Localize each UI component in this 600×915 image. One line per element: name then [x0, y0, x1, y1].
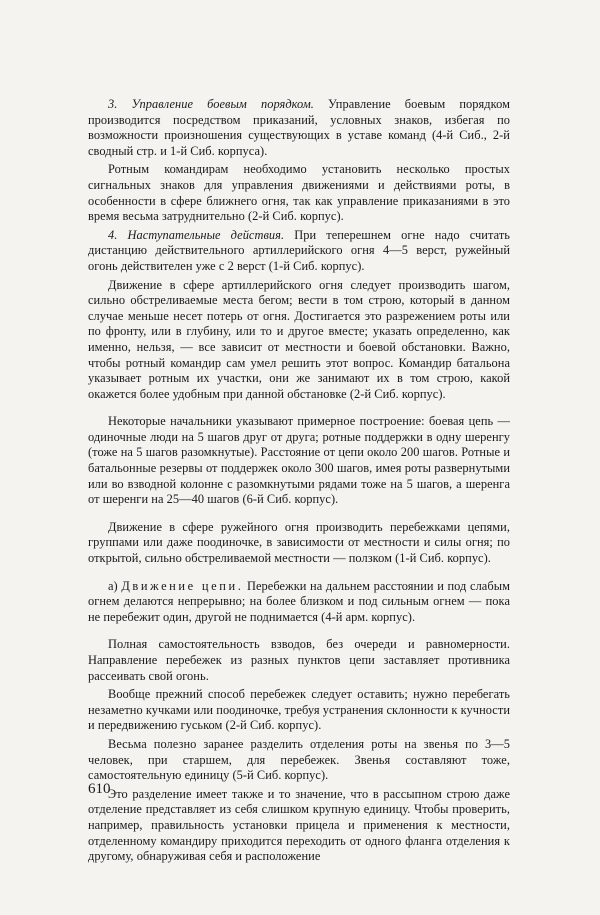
section-heading-3: 3. Управление боевым порядком.	[108, 97, 314, 111]
paragraph-links	[88, 737, 510, 784]
paragraph-text: Это разделение имеет также и то значение, что в рассыпном строю даже отделение представляет из себя слишком крупную единицу. Чтобы проверить, например, правильность установки прицела и применения к местности, отделенному командиру приходится переходить от одного фланга отделения к другому, обнаруживая себя и расположение	[88, 786, 510, 864]
paragraph-division	[88, 787, 510, 865]
paragraph-command-control	[88, 97, 510, 159]
paragraph-signals	[88, 162, 510, 224]
paragraph-text: Перебежки на дальнем расстоянии и под слабым огнем делаются непрерывно; на более близком и под сильным огнем — пока не перебежит один, другой не поднимается (4-й арм. корпус).	[88, 578, 510, 624]
text-column	[88, 97, 510, 868]
paragraph-text: Движение в сфере ружейного огня производить перебежками цепями, группами или даже поодиночке, в зависимости от местности и силы огня; по открытой, сильно обстреливаемой местности — ползком (1-й Сиб. корпус).	[88, 519, 510, 566]
paragraph-text: Весьма полезно заранее разделить отделения роты на звенья по 3—5 человек, при старшем, для перебежек. Звенья составляют тоже, самостоятельную единицу (5-й Сиб. корпус).	[88, 736, 510, 783]
paragraph-rifle-zone	[88, 520, 510, 567]
paragraph-text: Вообще прежний способ перебежек следует оставить; нужно перебегать незаметно кучками или поодиночке, требуя устранения склонности к кучности и передвижению гуськом (2-й Сиб. корпус).	[88, 687, 510, 733]
paragraph-text: Некоторые начальники указывают примерное построение: боевая цепь — одиночные люди на 5 шагов друг от друга; ротные поддержки в одну шеренгу (тоже на 5 шагов разомкнутые). Расстояние от цепи около 200 шагов. Ротные и батальонные резервы от поддержек около 300 шагов, имея роты развернутыми или во взводной колонне с разомкнутыми рядами тоже на 5 шагов, а шеренга от шеренги на 25—40 шагов (6-й Сиб. корпус).	[88, 414, 510, 507]
paragraph-text: При теперешнем огне надо считать дистанцию действительного артиллерийского огня 4—5 верст, ружейный огонь действителен уже с 2 верст (1-й Сиб. корпус).	[88, 227, 510, 273]
paragraph-chain-movement	[88, 579, 510, 626]
paragraph-independence	[88, 637, 510, 684]
section-heading-4: 4. Наступательные действия.	[108, 227, 285, 242]
paragraph-offensive	[88, 228, 510, 275]
paragraph-old-method	[88, 687, 510, 734]
paragraph-text: Полная самостоятельность взводов, без очереди и равномерности. Направление перебежек из разных пунктов цепи заставляет противника рассеивать свой огонь.	[88, 637, 510, 683]
page-number: 610	[88, 781, 111, 797]
paragraph-prefix: а)	[108, 578, 122, 593]
paragraph-text: Управление боевым порядком производится посредством приказаний, условных знаков, избегая по возможности произношения существующих в уставе команд (4-й Сиб., 2-й сводный стр. и 1-й Сиб. корпуса).	[88, 97, 510, 158]
paragraph-text: Ротным командирам необходимо установить несколько простых сигнальных знаков для управления движениями и действиями роты, в особенности в сфере ближнего огня, так как управление приказаниями в это время весьма затруднительно (2-й Сиб. корпус).	[88, 162, 510, 224]
paragraph-formation	[88, 414, 510, 508]
paragraph-text: Движение в сфере артиллерийского огня следует производить шагом, сильно обстреливаемые места бегом; вести в том строю, который в данном случае меньше несет потерь от огня. Достигается это разрежением роты или по фронту, или в глубину, или то и другое вместе; указать определенно, как именно, нельзя, — все зависит от местности и боевой обстановки. Важно, чтобы ротный командир сам умел решить этот вопрос. Командир батальона указывает ротным их участки, они же занимают их в том строю, какой окажется более удобным при данной обстановке (2-й Сиб. корпус).	[88, 277, 510, 401]
spaced-heading: Движение цепи.	[121, 578, 244, 593]
paragraph-artillery-zone	[88, 278, 510, 403]
